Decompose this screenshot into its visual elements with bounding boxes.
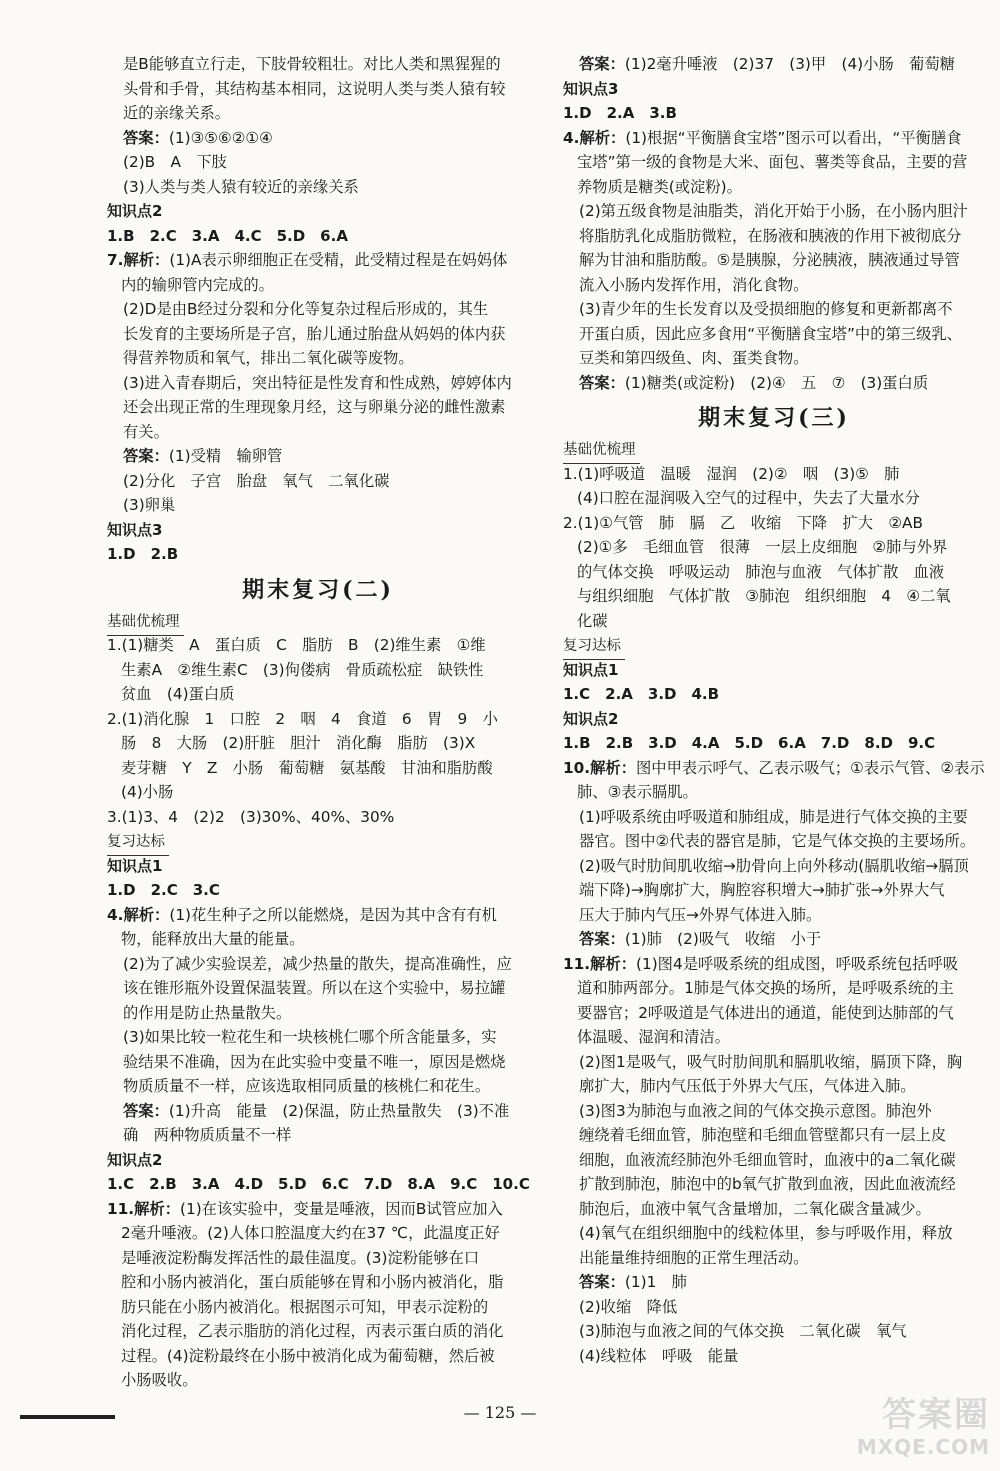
subsection-heading-row [107, 609, 529, 634]
choice-answers: 1.B 2.B 3.D 4.A 5.D 6.A 7.D 8.D 9.C [563, 734, 936, 752]
answer-label: 答案： [123, 447, 169, 465]
choice-answers: 1.C 2.B 3.A 4.D 5.D 6.C 7.D 8.A 9.C 10.C [107, 1175, 530, 1193]
answer-label: 答案： [579, 1273, 625, 1291]
text-line: (3)图3为肺泡与血液之间的气体交换示意图。肺泡外 [579, 1101, 932, 1120]
text-line: 头骨和手骨，其结构基本相同，这说明人类与类人猿有较 [123, 79, 506, 98]
text-line: 有关。 [123, 422, 169, 441]
text-line: 麦芽糖 Y Z 小肠 葡萄糖 氨基酸 甘油和脂肪酸 [121, 758, 493, 777]
explanation-line [107, 903, 529, 928]
line-text: (1)图4是呼吸系统的组成图，呼吸系统包括呼吸 [636, 954, 959, 973]
answer-line [563, 1270, 985, 1295]
text-line: (2)D是由B经过分裂和分化等复杂过程后形成的，其生 [123, 300, 489, 318]
answer-line [563, 927, 985, 952]
subsection-heading: 基础优梳理 [107, 611, 184, 636]
choice-answers: 1.C 2.A 3.D 4.B [563, 685, 720, 703]
text-line: 小肠吸收。 [121, 1371, 198, 1389]
text-line: 得营养物质和氧气，排出二氧化碳等废物。 [123, 349, 414, 367]
line-text: (1)1 肺 [624, 1273, 687, 1291]
explanation-label: 4.解析： [107, 905, 170, 924]
text-line: 与组织细胞 气体扩散 ③肺泡 组织细胞 4 ④二氧 [577, 587, 951, 605]
text-line: 肪只能在小肠内被消化。根据图示可知，甲表示淀粉的 [121, 1297, 489, 1316]
knowledge-point-heading: 知识点3 [107, 520, 163, 539]
text-line: 廓扩大，肺内气压低于外界大气压，气体进入肺。 [579, 1077, 916, 1095]
knowledge-point-heading: 知识点3 [563, 79, 619, 98]
text-line: 压大于肺内气压→外界气体进入肺。 [579, 905, 822, 924]
text-line: (2)第五级食物是油脂类，消化开始于小肠，在小肠内胆汁 [579, 202, 968, 220]
text-line: 肺泡后，血液中氧气含量增加，二氧化碳含量减少。 [579, 1199, 931, 1218]
text-line: 是唾液淀粉酶发挥活性的最佳温度。(3)淀粉能够在口 [121, 1248, 480, 1267]
page-number: — 125 — [463, 1403, 537, 1422]
line-text: (1)花生种子之所以能燃烧，是因为其中含有有机 [169, 905, 497, 924]
text-line: (3)卵巢 [123, 496, 176, 514]
line-text: (1)受精 输卵管 [168, 447, 283, 465]
text-line: 近的亲缘关系。 [123, 104, 231, 122]
text-line: (2)收缩 降低 [579, 1297, 678, 1316]
text-line: 流入小肠内发挥作用，消化食物。 [579, 275, 809, 294]
text-line: 道和肺两部分。1肺是气体交换的场所，是呼吸系统的主 [577, 979, 954, 997]
line-text: (1)升高 能量 (2)保温，防止热量散失 (3)不准 [168, 1101, 510, 1120]
text-line: 内的输卵管内完成的。 [121, 275, 274, 294]
knowledge-point-heading: 知识点1 [563, 660, 619, 679]
text-line: (3)进入青春期后，突出特征是性发育和性成熟，婷婷体内 [123, 373, 512, 392]
subsection-heading: 复习达标 [563, 635, 625, 660]
knowledge-point-heading: 知识点1 [107, 856, 163, 875]
text-line: (3)肺泡与血液之间的气体交换 二氧化碳 氧气 [579, 1322, 907, 1340]
explanation-label: 4.解析： [563, 128, 626, 147]
text-line: 出能量维持细胞的正常生理活动。 [579, 1248, 809, 1267]
text-line: 确 两种物质质量不一样 [123, 1126, 292, 1144]
answer-line [563, 52, 985, 77]
text-line: 验结果不准确，因为在此实验中变量不唯一，原因是燃烧 [123, 1052, 506, 1071]
answer-label: 答案： [123, 1101, 169, 1120]
text-line: (4)氧气在组织细胞中的线粒体里，参与呼吸作用，释放 [579, 1224, 953, 1242]
subsection-heading-row [107, 829, 529, 854]
line-text: (1)根据“平衡膳食宝塔”图示可以看出，“平衡膳食 [625, 128, 962, 147]
text-line: (2)图1是吸气，吸气时肋间肌和膈肌收缩，膈顶下降，胸 [579, 1052, 963, 1071]
choice-answers: 1.D 2.B [107, 545, 179, 563]
text-line: (3)青少年的生长发育以及受损细胞的修复和更新都离不 [579, 300, 953, 318]
text-line: (3)人类与类人猿有较近的亲缘关系 [123, 177, 359, 196]
text-line: 还会出现正常的生理现象月经，这与卵巢分泌的雌性激素 [123, 398, 506, 416]
explanation-line [563, 952, 985, 977]
subsection-heading-row [563, 633, 985, 658]
text-line: 开蛋白质，因此应多食用“平衡膳食宝塔”中的第三级乳、 [579, 324, 962, 343]
text-line: (2)①多 毛细血管 很薄 一层上皮细胞 ②肺与外界 [577, 538, 948, 556]
text-line: 豆类和第四级鱼、肉、蛋类食物。 [579, 349, 809, 367]
explanation-label: 10.解析： [563, 758, 636, 777]
explanation-line [107, 1197, 529, 1222]
answer-label: 答案： [579, 55, 625, 73]
answer-label: 答案： [123, 128, 169, 147]
text-line: 贫血 (4)蛋白质 [121, 685, 235, 703]
line-text: (1)在该实验中，变量是唾液，因而B试管应加入 [180, 1199, 503, 1218]
knowledge-point-heading: 知识点2 [107, 1150, 163, 1169]
choice-answers: 1.D 2.A 3.B [563, 104, 677, 122]
line-text: (1)肺 (2)吸气 收缩 小于 [624, 930, 822, 948]
explanation-label: 7.解析： [107, 251, 170, 269]
text-line: 体温暖、湿润和清洁。 [577, 1028, 730, 1046]
watermark-url: MXQE.COM [856, 1435, 990, 1459]
text-line: 器官。图中②代表的器官是肺，它是气体交换的主要场所。 [579, 832, 976, 850]
watermark-logo [820, 1395, 990, 1465]
text-line: (4)小肠 [121, 783, 174, 801]
answer-label: 答案： [579, 930, 625, 948]
text-line: 的气体交换 呼吸运动 肺泡与血液 气体扩散 血液 [577, 562, 945, 581]
subsection-heading: 基础优梳理 [563, 439, 640, 464]
explanation-line [107, 248, 529, 273]
knowledge-point-heading: 知识点2 [107, 202, 163, 220]
question-line: 3.(1)3、4 (2)2 (3)30%、40%、30% [107, 807, 395, 826]
line-text: (1)2毫升唾液 (2)37 (3)甲 (4)小肠 葡萄糖 [624, 55, 955, 73]
text-line: 肺、③表示膈肌。 [577, 783, 698, 801]
text-line: 肠 8 大肠 (2)肝脏 胆汁 消化酶 脂肪 (3)X [121, 734, 476, 752]
explanation-label: 11.解析： [563, 954, 636, 973]
text-line: 要器官；2呼吸道是气体进出的通道，能使到达肺部的气 [577, 1003, 954, 1022]
subsection-heading-row [563, 437, 985, 462]
text-line: 长发育的主要场所是子宫，胎儿通过胎盘从妈妈的体内获 [123, 324, 506, 343]
text-line: 腔和小肠内被消化，蛋白质能够在胃和小肠内被消化，脂 [121, 1273, 504, 1291]
text-line: (2)分化 子宫 胎盘 氧气 二氧化碳 [123, 471, 390, 490]
answer-label: 答案： [579, 373, 625, 392]
text-line: (2)吸气时肋间肌收缩→肋骨向上向外移动(膈肌收缩→膈顶 [579, 856, 969, 875]
text-line: (4)线粒体 呼吸 能量 [579, 1346, 739, 1365]
answer-line [563, 371, 985, 396]
question-line: 1.(1)糖类 A 蛋白质 C 脂肪 B (2)维生素 ①维 [107, 636, 486, 654]
line-text: (1)A表示卵细胞正在受精，此受精过程是在妈妈体 [169, 251, 508, 269]
choice-answers: 1.D 2.C 3.C [107, 881, 220, 899]
text-line: 宝塔”第一级的食物是大米、面包、薯类等食品，主要的营 [577, 153, 968, 171]
text-line: 消化过程，乙表示脂肪的消化过程，丙表示蛋白质的消化 [121, 1322, 504, 1340]
text-line: 端下降)→胸廓扩大，胸腔容积增大→肺扩张→外界大气 [579, 881, 945, 899]
subsection-heading: 复习达标 [107, 831, 169, 856]
question-line: 2.(1)消化腺 1 口腔 2 咽 4 食道 6 胃 9 小 [107, 709, 498, 728]
text-line: 将脂肪乳化成脂肪微粒，在肠液和胰液的作用下被彻底分 [579, 226, 962, 245]
section-title: 期末复习(二) [242, 576, 394, 603]
question-line: 1.(1)呼吸道 温暖 湿润 (2)② 咽 (3)⑤ 肺 [563, 464, 900, 483]
text-line: 生素A ②维生素C (3)佝偻病 骨质疏松症 缺铁性 [121, 660, 484, 679]
section-title: 期末复习(三) [698, 405, 850, 431]
text-line: 2毫升唾液。(2)人体口腔温度大约在37 ℃，此温度正好 [121, 1224, 500, 1242]
answer-line [107, 444, 529, 469]
text-line: 解为甘油和脂肪酸。⑤是胰腺，分泌胰液，胰液通过导管 [579, 251, 960, 269]
text-line: (2)为了减少实验误差，减少热量的散失，提高准确性，应 [123, 954, 512, 973]
line-text: (1)③⑤⑥②①④ [168, 128, 273, 147]
question-line: 2.(1)①气管 肺 膈 乙 收缩 下降 扩大 ②AB [563, 513, 923, 532]
text-line: 化碳 [577, 611, 608, 630]
text-line: (2)B A 下肢 [123, 153, 227, 171]
text-line: 物质质量不一样，应该选取相同质量的核桃仁和花生。 [123, 1077, 491, 1095]
text-line: 该在锥形瓶外设置保温装置。所以在这个实验中，易拉罐 [123, 979, 506, 997]
text-line: 养物质是糖类(或淀粉)。 [577, 177, 742, 196]
choice-answers: 1.B 2.C 3.A 4.C 5.D 6.A [107, 226, 348, 245]
text-line: (3)如果比较一粒花生和一块核桃仁哪个所含能量多，实 [123, 1028, 497, 1046]
text-line: (1)呼吸系统由呼吸道和肺组成，肺是进行气体交换的主要 [579, 807, 968, 826]
explanation-line [563, 126, 985, 151]
answer-line [107, 126, 529, 151]
line-text: 图中甲表示呼气、乙表示吸气；①表示气管、②表示 [636, 758, 985, 777]
text-line: 细胞，血液流经肺泡外毛细血管时，血液中的a二氧化碳 [579, 1150, 956, 1169]
explanation-line [563, 756, 985, 781]
answer-line [107, 1099, 529, 1124]
left-column [107, 52, 529, 1393]
text-line: 过程。(4)淀粉最终在小肠中被消化成为葡萄糖，然后被 [121, 1346, 495, 1365]
watermark-title: 答案圈 [882, 1395, 990, 1435]
right-column [563, 52, 985, 1368]
text-line: 物，能释放出大量的能量。 [121, 930, 305, 948]
text-line: 扩散到肺泡，肺泡中的b氧气扩散到血液，因此血液流经 [579, 1175, 956, 1193]
text-line: 是B能够直立行走，下肢骨较粗壮。对比人类和黑猩猩的 [123, 55, 501, 73]
knowledge-point-heading: 知识点2 [563, 709, 619, 728]
text-line: 缠绕着毛细血管，肺泡壁和毛细血管壁都只有一层上皮 [579, 1126, 947, 1144]
text-line: (4)口腔在湿润吸入空气的过程中，失去了大量水分 [577, 489, 920, 507]
line-text: (1)糖类(或淀粉) (2)④ 五 ⑦ (3)蛋白质 [624, 373, 929, 392]
text-line: 的作用是防止热量散失。 [123, 1003, 292, 1022]
explanation-label: 11.解析： [107, 1199, 180, 1218]
